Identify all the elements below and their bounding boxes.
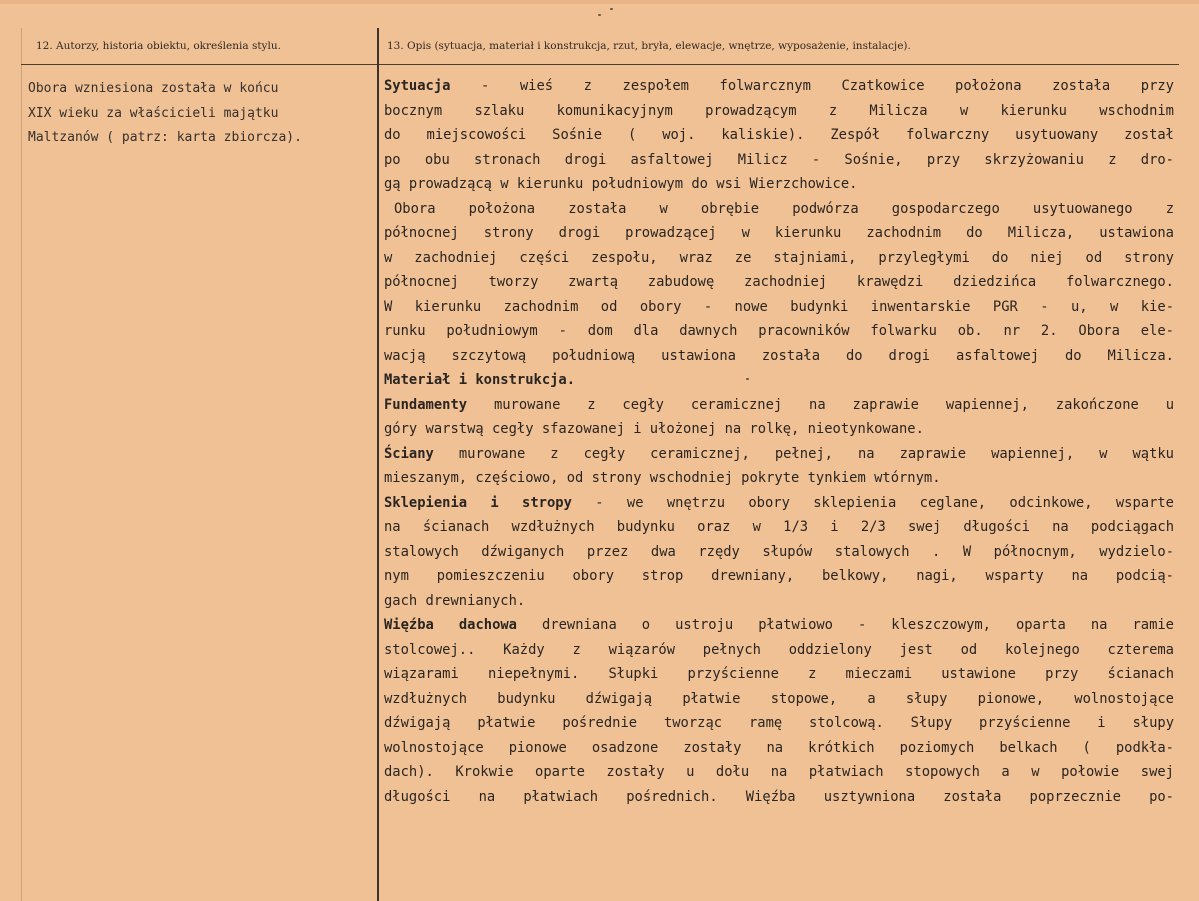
description-line	[384, 638, 1174, 663]
header-rule-left	[21, 64, 377, 65]
section-label: Więźba dachowa	[384, 617, 517, 633]
paper-speck	[598, 14, 601, 16]
line-text: po obu stronach drogi asfaltowej Milicz - Sośnie, przy skrzyżowaniu z dro-	[384, 151, 1174, 168]
line-text: gach drewnianych.	[384, 592, 526, 609]
description-text	[384, 74, 1174, 809]
line-text: w zachodniej części zespołu, wraz ze stajniami, przyległymi do niej od strony	[384, 249, 1174, 266]
description-line	[384, 393, 1174, 418]
history-line: Maltzanów ( patrz: karta zbiorcza).	[28, 130, 302, 145]
description-line	[384, 221, 1174, 246]
line-text: gą prowadzącą w kierunku południowym do wsi Wierzchowice.	[384, 176, 858, 192]
section-label: Materiał i konstrukcja.	[384, 372, 576, 388]
description-line	[384, 123, 1174, 148]
history-line: XIX wieku za właścicieli majątku	[28, 105, 279, 121]
line-text: do miejscowości Sośnie ( woj. kaliskie). Zespół folwarczny usytuowany został	[384, 127, 1174, 143]
line-text: dźwigają płatwie pośrednie tworząc ramę stolcową. Słupy przyścienne i słupy	[384, 715, 1174, 731]
description-line	[384, 270, 1174, 295]
description-line	[384, 736, 1174, 761]
line-text: Obora położona została w obrębie podwórza gospodarczego usytuowanego z	[394, 200, 1174, 217]
description-line	[384, 564, 1174, 589]
line-text: na ścianach wzdłużnych budynku oraz w 1/3 i 2/3 swej długości na podciągach	[384, 519, 1174, 535]
description-line	[384, 760, 1174, 785]
description-line	[384, 344, 1174, 369]
section-label: Sytuacja	[384, 78, 451, 94]
line-text: stalowych dźwiganych przez dwa rzędy słupów stalowych . W północnym, wydzielo-	[384, 543, 1174, 560]
paper-speck	[746, 378, 749, 380]
history-text	[28, 77, 378, 151]
section-label: Ściany	[384, 445, 434, 462]
page-top-edge	[0, 0, 1199, 4]
description-line	[384, 417, 1174, 442]
line-text: wacją szczytową południową ustawiona została do drogi asfaltowej do Milicza.	[384, 347, 1174, 364]
line-text: W kierunku zachodnim od obory - nowe budynki inwentarskie PGR - u, w kie-	[384, 298, 1174, 315]
description-line	[384, 246, 1174, 271]
column-divider	[377, 28, 379, 901]
left-margin-rule	[21, 28, 22, 901]
line-text: - wieś z zespołem folwarcznym Czatkowice położona została przy	[450, 78, 1174, 94]
line-text: nym pomieszczeniu obory strop drewniany, belkowy, nagi, wsparty na podcią-	[384, 568, 1174, 584]
description-line	[384, 172, 1174, 197]
description-line	[384, 540, 1174, 565]
description-line	[384, 785, 1174, 810]
description-line	[384, 687, 1174, 712]
description-line	[384, 442, 1174, 467]
column-13-header: 13. Opis (sytuacja, materiał i konstrukcja, rzut, bryła, elewacje, wnętrze, wyposażenie, instalacje).	[387, 40, 911, 52]
line-text: północnej tworzy zwartą zabudowę zachodniej krawędzi dziedzińca folwarcznego.	[384, 274, 1174, 290]
line-text: murowane z cegły ceramicznej, pełnej, na zaprawie wapiennej, w wątku	[433, 445, 1174, 462]
description-line	[384, 295, 1174, 320]
line-text: murowane z cegły ceramicznej na zaprawie wapiennej, zakończone u	[467, 396, 1174, 413]
description-line	[384, 319, 1174, 344]
line-text: góry warstwą cegły sfazowanej i ułożonej na rolkę, nieotynkowane.	[384, 421, 924, 437]
description-line	[384, 589, 1174, 614]
description-line	[384, 197, 1174, 222]
paper-speck	[610, 8, 613, 10]
description-line	[384, 711, 1174, 736]
line-text: mieszanym, częściowo, od strony wschodniej pokryte tynkiem wtórnym.	[384, 470, 941, 486]
line-text: wolnostojące pionowe osadzone zostały na krótkich poziomych belkach ( podkła-	[384, 739, 1174, 756]
line-text: wzdłużnych budynku dźwigają płatwie stopowe, a słupy pionowe, wolnostojące	[384, 690, 1174, 707]
description-line	[384, 491, 1174, 516]
description-line	[384, 515, 1174, 540]
description-line	[384, 148, 1174, 173]
line-text: północnej strony drogi prowadzącej w kierunku zachodnim do Milicza, ustawiona	[384, 225, 1174, 241]
line-text: drewniana o ustroju płatwiowo - kleszczowym, oparta na ramie	[517, 617, 1174, 633]
line-text: stolcowej.. Każdy z wiązarów pełnych oddzielony jest od kolejnego czterema	[384, 641, 1174, 658]
line-text: wiązarami niepełnymi. Słupki przyścienne z mieczami ustawione przy ścianach	[384, 666, 1174, 682]
description-line	[384, 368, 1174, 393]
line-text: długości na płatwiach pośrednich. Więźba usztywniona została poprzecznie po-	[384, 788, 1174, 805]
description-line	[384, 662, 1174, 687]
line-text: runku południowym - dom dla dawnych pracowników folwarku ob. nr 2. Obora ele-	[384, 323, 1174, 339]
line-text: - we wnętrzu obory sklepienia ceglane, odcinkowe, wsparte	[571, 494, 1174, 511]
line-text: bocznym szlaku komunikacyjnym prowadzącym z Milicza w kierunku wschodnim	[384, 102, 1174, 119]
description-line	[384, 613, 1174, 638]
history-line: Obora wzniesiona została w końcu	[28, 81, 279, 96]
column-12-header: 12. Autorzy, historia obiektu, określenia stylu.	[36, 40, 281, 52]
header-rule-right	[379, 64, 1179, 65]
description-line	[384, 99, 1174, 124]
line-text: dach). Krokwie oparte zostały u dołu na płatwiach stopowych a w połowie swej	[384, 764, 1174, 780]
section-label: Fundamenty	[384, 396, 468, 413]
description-line	[384, 74, 1174, 99]
section-label: Sklepienia i stropy	[384, 494, 572, 511]
description-line	[384, 466, 1174, 491]
